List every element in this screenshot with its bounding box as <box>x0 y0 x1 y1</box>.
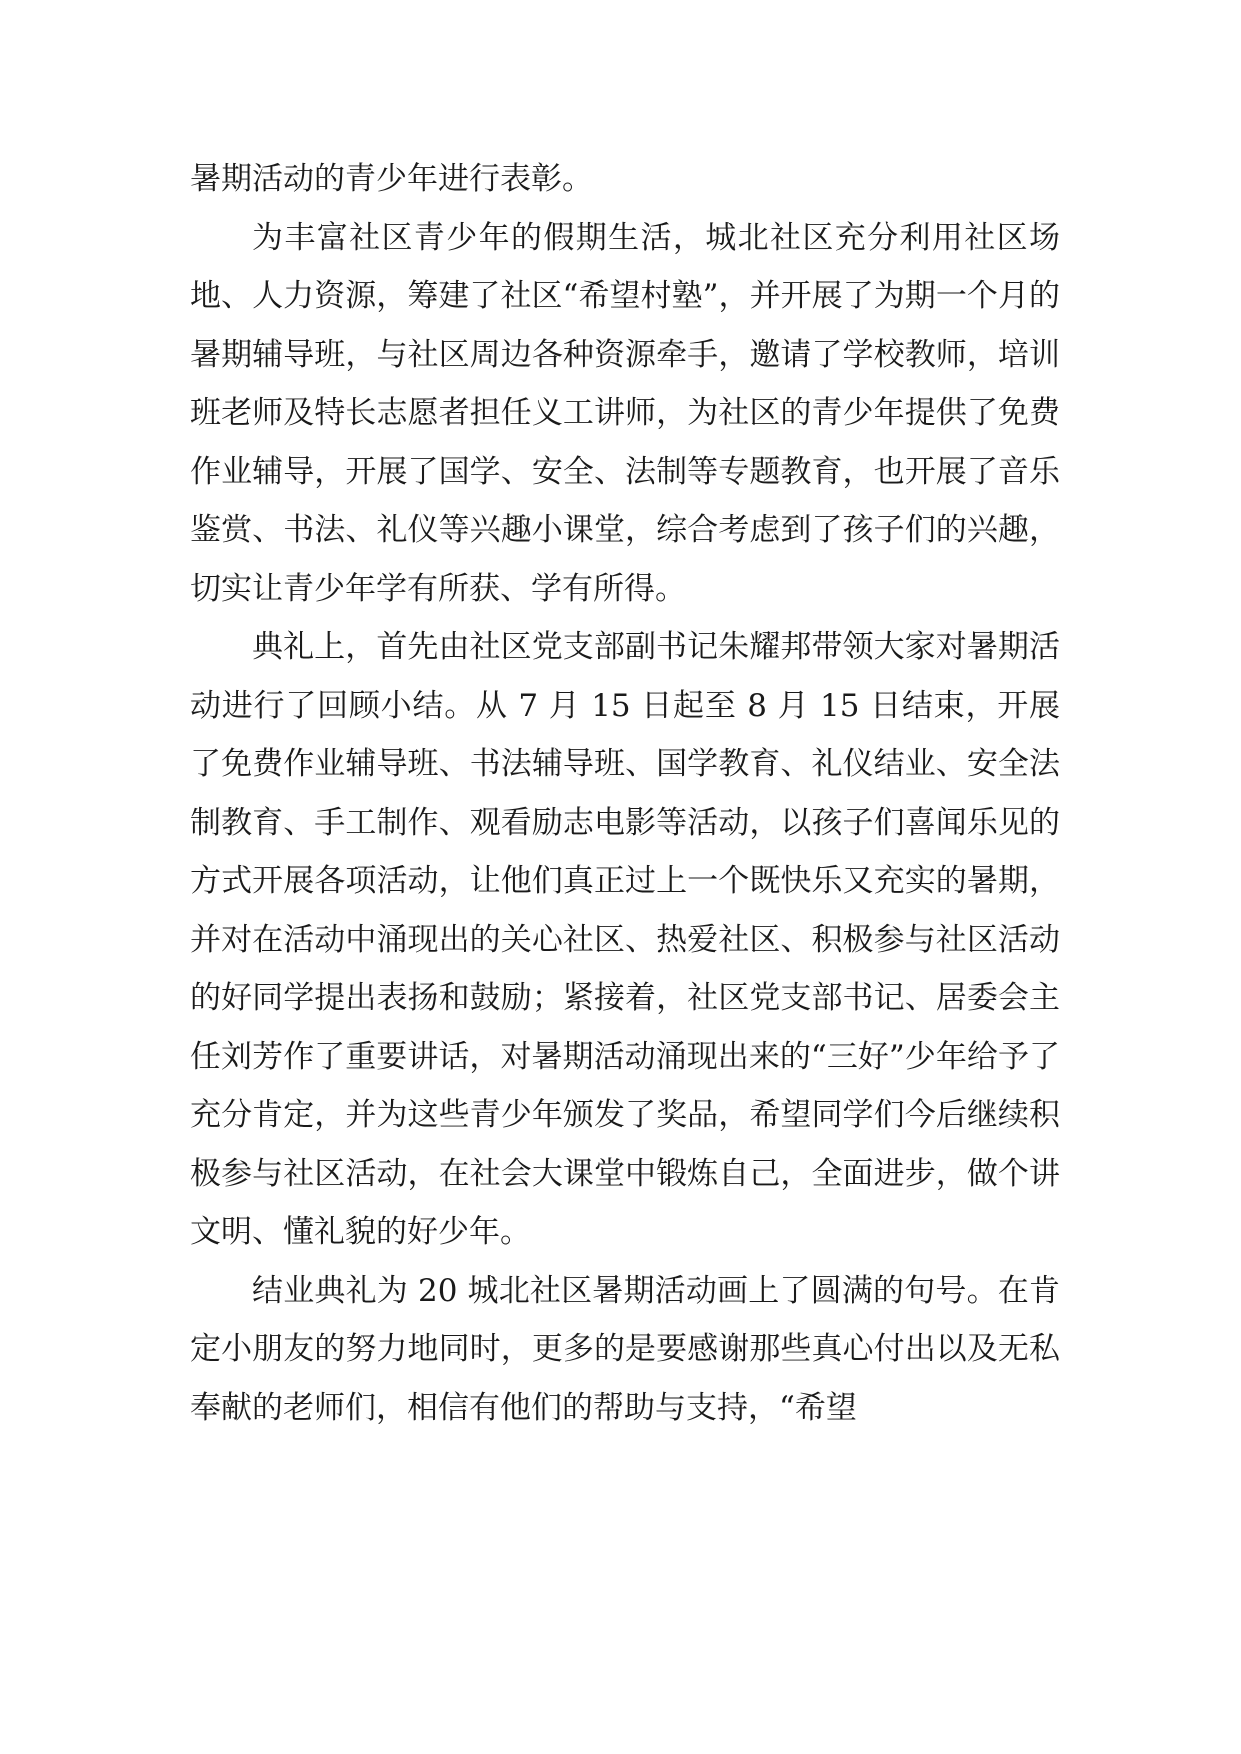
paragraph-1: 暑期活动的青少年进行表彰。 <box>190 161 593 197</box>
document-page <box>190 150 1060 1437</box>
paragraph-3: 典礼上，首先由社区党支部副书记朱耀邦带领大家对暑期活动进行了回顾小结。从 7 月 15 日起至 8 月 15 日结束，开展了免费作业辅导班、书法辅导班、国学教育、礼仪结业、安全法制教育、手工制作、观看励志电影等活动，以孩子们喜闻乐见的方式开展各项活动，让他们真正过上一个既快乐又充实的暑期，并对在活动中涌现出的关心社区、热爱社区、积极参与社区活动的好同学提出表扬和鼓励；紧接着，社区党支部书记、居委会主任刘芳作了重要讲话，对暑期活动涌现出来的“三好”少年给予了充分肯定，并为这些青少年颁发了奖品，希望同学们今后继续积极参与社区活动，在社会大课堂中锻炼自己，全面进步，做个讲文明、懂礼貌的好少年。 <box>190 629 1060 1250</box>
paragraph-2: 为丰富社区青少年的假期生活，城北社区充分利用社区场地、人力资源，筹建了社区“希望村塾”，并开展了为期一个月的暑期辅导班，与社区周边各种资源牵手，邀请了学校教师，培训班老师及特长志愿者担任义工讲师，为社区的青少年提供了免费作业辅导，开展了国学、安全、法制等专题教育，也开展了音乐鉴赏、书法、礼仪等兴趣小课堂，综合考虑到了孩子们的兴趣，切实让青少年学有所获、学有所得。 <box>190 219 1060 607</box>
paragraph-4: 结业典礼为 20 城北社区暑期活动画上了圆满的句号。在肯定小朋友的努力地同时，更多的是要感谢那些真心付出以及无私奉献的老师们，相信有他们的帮助与支持，“希望 <box>190 1272 1060 1426</box>
